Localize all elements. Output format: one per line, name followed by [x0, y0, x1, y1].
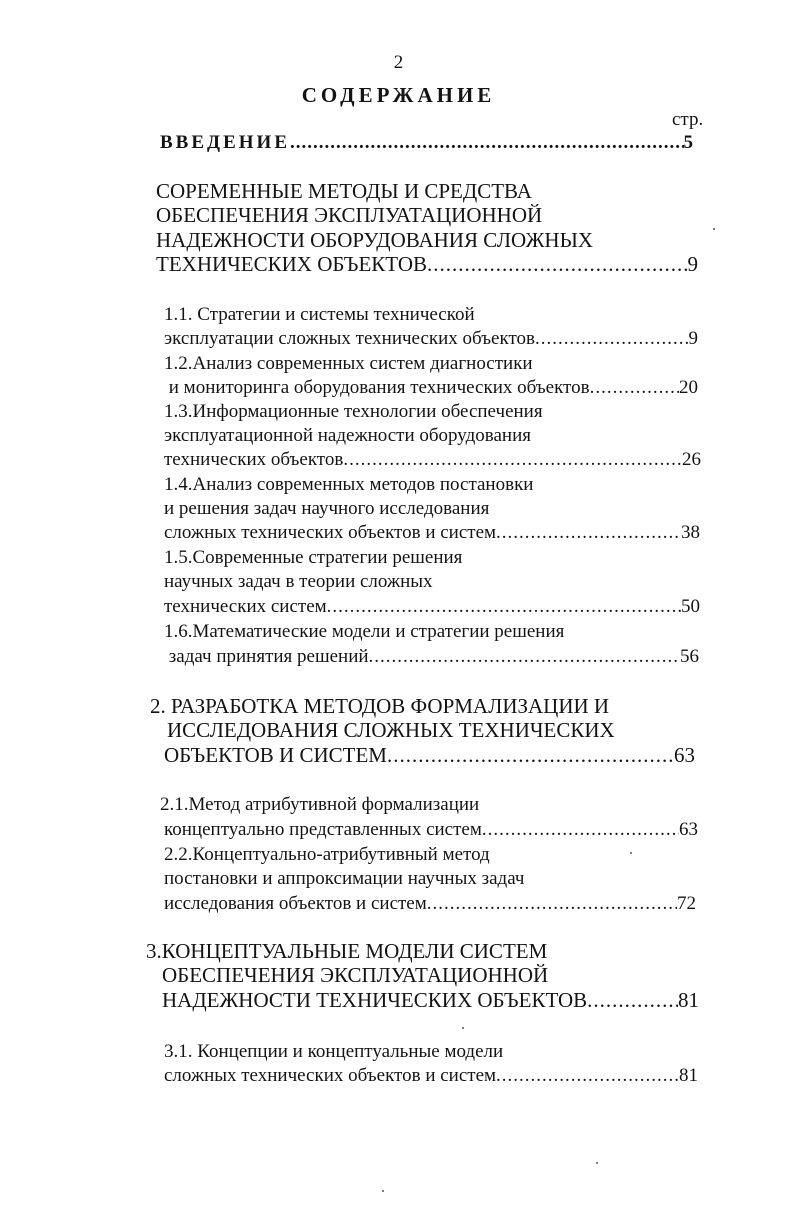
- section-1-6-last: [164, 645, 699, 669]
- toc-entry-label: ОБЪЕКТОВ И СИСТЕМ: [164, 743, 387, 767]
- toc-entry-label: технических объектов: [164, 449, 344, 470]
- toc-page-number: 50: [681, 596, 700, 617]
- toc-page-number: 20: [679, 377, 698, 398]
- chapter-2-heading-line: 2. РАЗРАБОТКА МЕТОДОВ ФОРМАЛИЗАЦИИ И: [150, 694, 610, 718]
- toc-entry-intro: [160, 131, 696, 155]
- toc-entry-label: и мониторинга оборудования технических объектов: [164, 377, 590, 398]
- section-3-1-last: [164, 1064, 698, 1088]
- section-1-3-line: эксплуатационной надежности оборудования: [164, 425, 531, 446]
- leader-dots: [587, 988, 678, 1012]
- chapter-2-heading-last: [164, 743, 695, 767]
- leader-dots: [427, 892, 677, 916]
- section-2-2-line: постановки и аппроксимации научных задач: [164, 868, 525, 889]
- chapter-1-heading-line: СОРЕМЕННЫЕ МЕТОДЫ И СРЕДСТВА: [156, 179, 532, 203]
- chapter-1-heading-last: [156, 252, 698, 276]
- leader-dots: [427, 252, 687, 276]
- toc-page-number: 63: [674, 743, 695, 767]
- toc-entry-label: ТЕХНИЧЕСКИХ ОБЪЕКТОВ: [156, 252, 428, 276]
- toc-page-number: 63: [679, 819, 698, 840]
- toc-entry-label: технических систем: [164, 596, 327, 617]
- section-2-1-last: [164, 818, 698, 842]
- toc-entry-label: концептуально представленных систем: [164, 819, 482, 840]
- toc-entry-label: исследования объектов и систем: [164, 893, 427, 914]
- toc-page-number: 72: [677, 893, 696, 914]
- section-1-4-last: [164, 521, 700, 545]
- page-number: 2: [393, 52, 404, 73]
- section-2-2-line: 2.2.Концептуально-атрибутивный метод: [164, 844, 490, 865]
- leader-dots: [535, 327, 689, 351]
- scan-speck: [713, 228, 715, 230]
- toc-page-number: 38: [681, 522, 700, 543]
- section-1-3-line: 1.3.Информационные технологии обеспечения: [164, 401, 543, 422]
- section-2-2-last: [164, 892, 696, 916]
- leader-dots: [343, 448, 682, 472]
- section-1-1-last: [164, 327, 698, 351]
- leader-dots: [590, 376, 679, 400]
- toc-page-number: 26: [682, 449, 701, 470]
- toc-page-number: 9: [687, 252, 698, 276]
- toc-page-number: 81: [678, 988, 699, 1012]
- section-1-4-line: 1.4.Анализ современных методов постановки: [164, 474, 534, 495]
- scan-speck: [462, 1027, 464, 1029]
- page-column-label: стр.: [672, 109, 704, 130]
- section-3-1-line: 3.1. Концепции и концептуальные модели: [164, 1041, 504, 1062]
- toc-entry-label: сложных технических объектов и систем: [164, 522, 497, 543]
- section-1-2-last: [164, 376, 698, 400]
- toc-title: СОДЕРЖАНИЕ: [301, 83, 496, 107]
- leader-dots: [327, 595, 681, 619]
- chapter-1-heading-line: ОБЕСПЕЧЕНИЯ ЭКСПЛУАТАЦИОННОЙ: [156, 203, 543, 227]
- leader-dots: [369, 645, 680, 669]
- section-1-4-line: и решения задач научного исследования: [164, 498, 490, 519]
- leader-dots: [290, 131, 684, 155]
- section-1-5-line: 1.5.Современные стратегии решения: [164, 547, 463, 568]
- toc-entry-label: эксплуатации сложных технических объектов: [164, 328, 535, 349]
- leader-dots: [387, 743, 674, 767]
- leader-dots: [482, 818, 679, 842]
- section-1-6-line: 1.6.Математические модели и стратегии решения: [164, 621, 565, 642]
- toc-page-number: 9: [688, 328, 698, 349]
- chapter-3-heading-line: ОБЕСПЕЧЕНИЯ ЭКСПЛУАТАЦИОННОЙ: [162, 963, 549, 987]
- section-1-5-last: [164, 595, 700, 619]
- section-1-2-line: 1.2.Анализ современных систем диагностики: [164, 353, 533, 374]
- toc-entry-label: ВВЕДЕНИЕ: [160, 132, 290, 153]
- section-1-5-line: научных задач в теории сложных: [164, 571, 433, 592]
- toc-entry-label: сложных технических объектов и систем: [164, 1065, 497, 1086]
- chapter-3-heading-last: [162, 988, 699, 1012]
- section-1-3-last: [164, 448, 701, 472]
- chapter-2-heading-line: ИССЛЕДОВАНИЯ СЛОЖНЫХ ТЕХНИЧЕСКИХ: [167, 718, 615, 742]
- section-2-1-line: 2.1.Метод атрибутивной формализации: [160, 794, 480, 815]
- toc-entry-label: задач принятия решений: [164, 646, 369, 667]
- leader-dots: [496, 1064, 679, 1088]
- chapter-3-heading-line: 3.КОНЦЕПТУАЛЬНЫЕ МОДЕЛИ СИСТЕМ: [146, 939, 548, 963]
- leader-dots: [496, 521, 681, 545]
- scan-speck: [596, 1162, 598, 1164]
- toc-page-number: 5: [683, 132, 696, 153]
- toc-page-number: 56: [680, 646, 699, 667]
- scan-speck: [630, 852, 632, 854]
- section-1-1-line: 1.1. Стратегии и системы технической: [164, 304, 475, 325]
- chapter-1-heading-line: НАДЕЖНОСТИ ОБОРУДОВАНИЯ СЛОЖНЫХ: [156, 228, 594, 252]
- toc-entry-label: НАДЕЖНОСТИ ТЕХНИЧЕСКИХ ОБЪЕКТОВ: [162, 988, 588, 1012]
- scan-speck: [382, 1190, 384, 1192]
- toc-page-number: 81: [679, 1065, 698, 1086]
